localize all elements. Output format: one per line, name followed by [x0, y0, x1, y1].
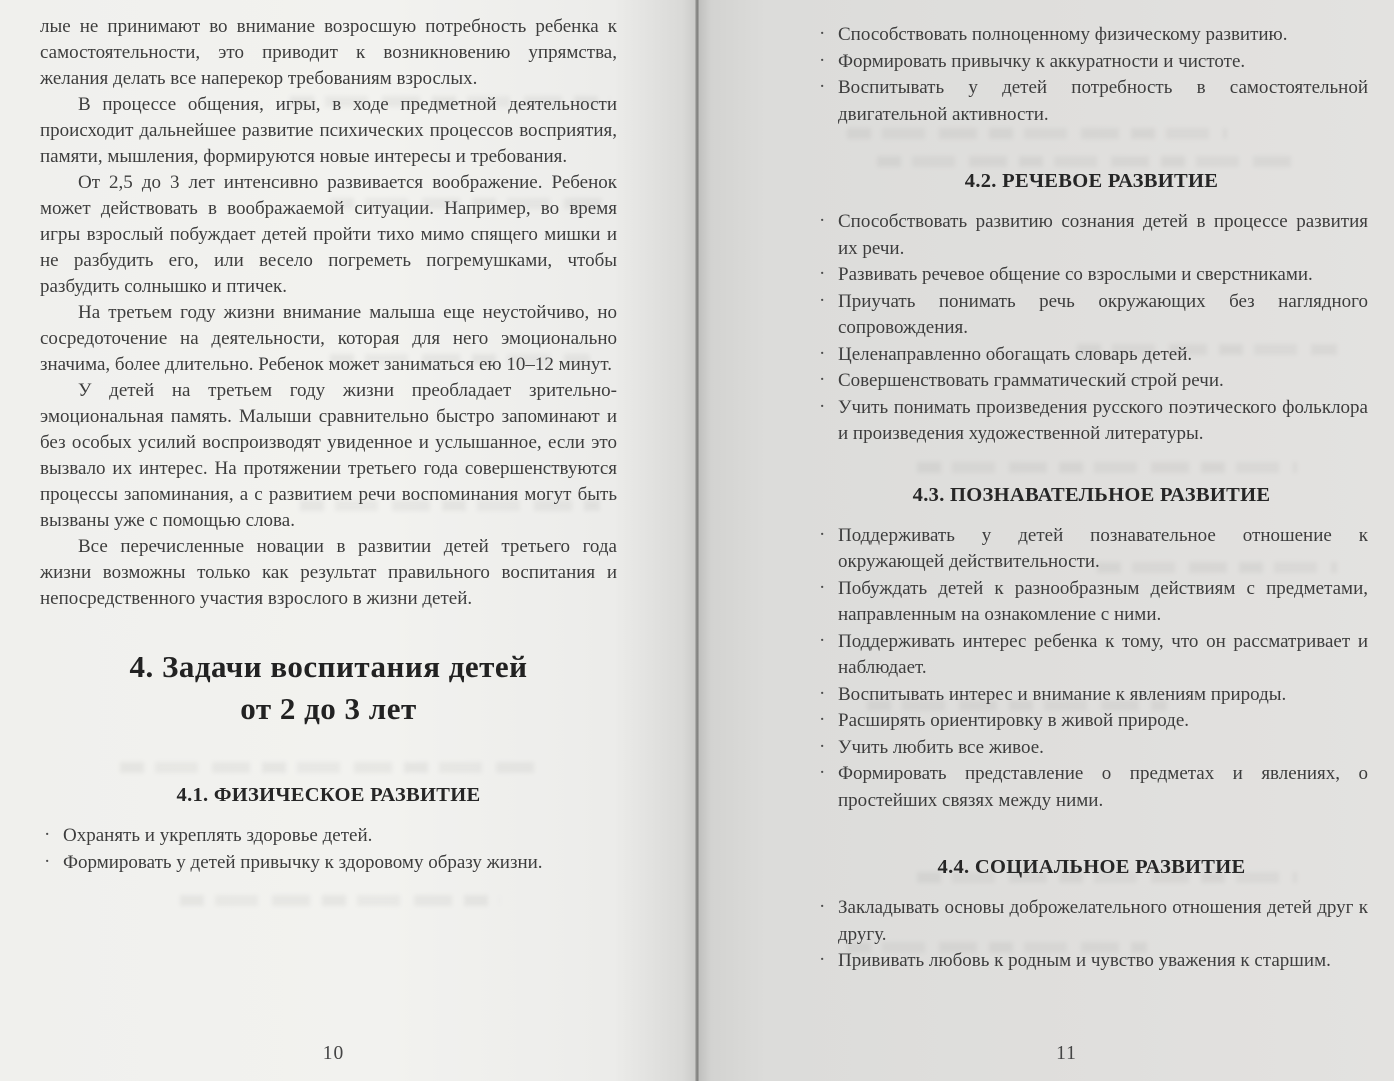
bullet-marker: · [819, 762, 826, 783]
bleedthrough-smudge [180, 895, 500, 906]
task-text: Поддерживать у детей познавательное отношение к окружающей действительности. [838, 524, 1368, 572]
task-item [815, 368, 1368, 395]
bullet-marker: · [44, 850, 51, 872]
task-text: Охранять и укреплять здоровье детей. [63, 825, 373, 846]
bullet-marker: · [819, 896, 826, 917]
body-paragraph: лые не принимают во внимание возросшую потребность ребенка к самостоятельности, это приводит к возникновению упрямства, желания делать все наперекор требованиям взрослых. [40, 16, 617, 89]
task-item [40, 823, 617, 850]
task-text: Воспитывать интерес и внимание к явлениям природы. [838, 683, 1287, 705]
task-item [815, 262, 1368, 289]
body-paragraph: От 2,5 до 3 лет интенсивно развивается воображение. Ребенок может действовать в воображаемой ситуации. Например, во время игры взрослый побуждает детей пройти тихо мимо спящего мишки и не разбудить его, или весело погреметь погремушками, чтобы разбудить солнышко и птичек. [40, 172, 617, 297]
task-item [815, 75, 1368, 128]
page-number-left: 10 [322, 1043, 345, 1064]
bullet-marker: · [819, 395, 826, 417]
task-text: Целенаправленно обогащать словарь детей. [838, 343, 1193, 365]
task-item [815, 395, 1368, 448]
task-text: Учить любить все живое. [838, 736, 1044, 758]
task-text: Расширять ориентировку в живой природе. [838, 710, 1190, 731]
task-item [815, 708, 1368, 735]
section-title-4-4: 4.4. СОЦИАЛЬНОЕ РАЗВИТИЕ [937, 856, 1246, 878]
bleedthrough-smudge [847, 128, 1227, 139]
bullet-marker: · [819, 949, 826, 970]
task-list-4-3 [815, 523, 1368, 815]
bleedthrough-smudge [917, 462, 1297, 473]
bullet-marker: · [819, 76, 826, 97]
task-text: Приучать понимать речь окружающих без наглядного сопровождения. [838, 290, 1368, 338]
task-text: Прививать любовь к родным и чувство уважения к старшим. [838, 950, 1331, 971]
task-list-4-1-continued [815, 22, 1368, 128]
page-right [697, 0, 1394, 1081]
task-text: Способствовать полноценному физическому развитию. [838, 24, 1288, 45]
body-paragraph: Все перечисленные новации в развитии детей третьего года жизни возможны только как результат правильного воспитания и непосредственного участия взрослого в жизни детей. [40, 536, 617, 609]
bullet-marker: · [819, 49, 826, 71]
bullet-marker: · [44, 824, 51, 845]
bullet-marker: · [819, 23, 826, 44]
task-text: Совершенствовать грамматический строй речи. [838, 370, 1224, 391]
bleedthrough-smudge [877, 156, 1297, 167]
task-item [815, 22, 1368, 49]
body-paragraph: У детей на третьем году жизни преобладает зрительно-эмоциональная память. Малыши сравнительно быстро запоминают и без особых усилий воспроизводят увиденное и услышанное, если это вызвало их интерес. На протяжении третьего года совершенствуются процессы запоминания, а с развитием речи воспоминания могут быть вызваны уже с помощью слова. [40, 380, 617, 531]
bullet-marker: · [819, 735, 826, 757]
task-text: Формировать представление о предметах и явлениях, о простейших связях между ними. [838, 763, 1368, 811]
task-item [815, 289, 1368, 342]
task-text: Формировать у детей привычку к здоровому образу жизни. [63, 851, 543, 873]
task-item [815, 576, 1368, 629]
bullet-marker: · [819, 576, 826, 598]
task-text: Способствовать развитию сознания детей в процессе развития их речи. [838, 211, 1368, 259]
task-item [815, 948, 1368, 975]
section-title-4-1: 4.1. ФИЗИЧЕСКОЕ РАЗВИТИЕ [176, 784, 481, 806]
chapter-title-line1: 4. Задачи воспитания детей [129, 649, 528, 684]
task-item [815, 209, 1368, 262]
task-item [815, 49, 1368, 76]
book-spine [695, 0, 699, 1081]
bullet-marker: · [819, 682, 826, 704]
task-item [815, 895, 1368, 948]
task-item [815, 761, 1368, 814]
task-list-4-1 [40, 823, 617, 876]
body-paragraph: В процессе общения, игры, в ходе предметной деятельности происходит дальнейшее развитие психических процессов восприятия, памяти, мышления, формируются новые интересы и требования. [40, 94, 617, 167]
chapter-title-line2: от 2 до 3 лет [240, 691, 417, 726]
task-item [815, 682, 1368, 709]
task-text: Поддерживать интерес ребенка к тому, что он рассматривает и наблюдает. [838, 630, 1368, 678]
task-text: Побуждать детей к разнообразным действиям с предметами, направленным на ознакомление с ними. [838, 577, 1368, 625]
task-text: Воспитывать у детей потребность в самостоятельной двигательной активности. [838, 77, 1368, 125]
chapter-title [40, 646, 617, 730]
page-number-right: 11 [1056, 1043, 1077, 1064]
task-item [815, 523, 1368, 576]
task-item [815, 735, 1368, 762]
section-title-4-2: 4.2. РЕЧЕВОЕ РАЗВИТИЕ [964, 170, 1219, 192]
task-text: Развивать речевое общение со взрослыми и сверстниками. [838, 264, 1313, 285]
bullet-marker: · [819, 289, 826, 311]
bullet-marker: · [819, 629, 826, 651]
bullet-marker: · [819, 263, 826, 284]
task-item [815, 342, 1368, 369]
bleedthrough-smudge [120, 762, 540, 773]
body-paragraph: На третьем году жизни внимание малыша еще неустойчиво, но сосредоточение на деятельности, которая для него эмоционально значима, более длительно. Ребенок может заниматься ею 10–12 минут. [40, 302, 617, 375]
task-text: Формировать привычку к аккуратности и чистоте. [838, 50, 1246, 72]
bullet-marker: · [819, 210, 826, 231]
task-text: Закладывать основы доброжелательного отношения детей друг к другу. [838, 897, 1368, 945]
bullet-marker: · [819, 523, 826, 545]
task-text: Учить понимать произведения русского поэтического фольклора и произведения художественной литературы. [838, 396, 1368, 444]
task-item [815, 629, 1368, 682]
bullet-marker: · [819, 342, 826, 364]
bullet-marker: · [819, 709, 826, 730]
task-item [40, 850, 617, 877]
section-title-4-3: 4.3. ПОЗНАВАТЕЛЬНОЕ РАЗВИТИЕ [912, 483, 1271, 506]
task-list-4-4 [815, 895, 1368, 975]
task-list-4-2 [815, 209, 1368, 448]
bullet-marker: · [819, 369, 826, 390]
